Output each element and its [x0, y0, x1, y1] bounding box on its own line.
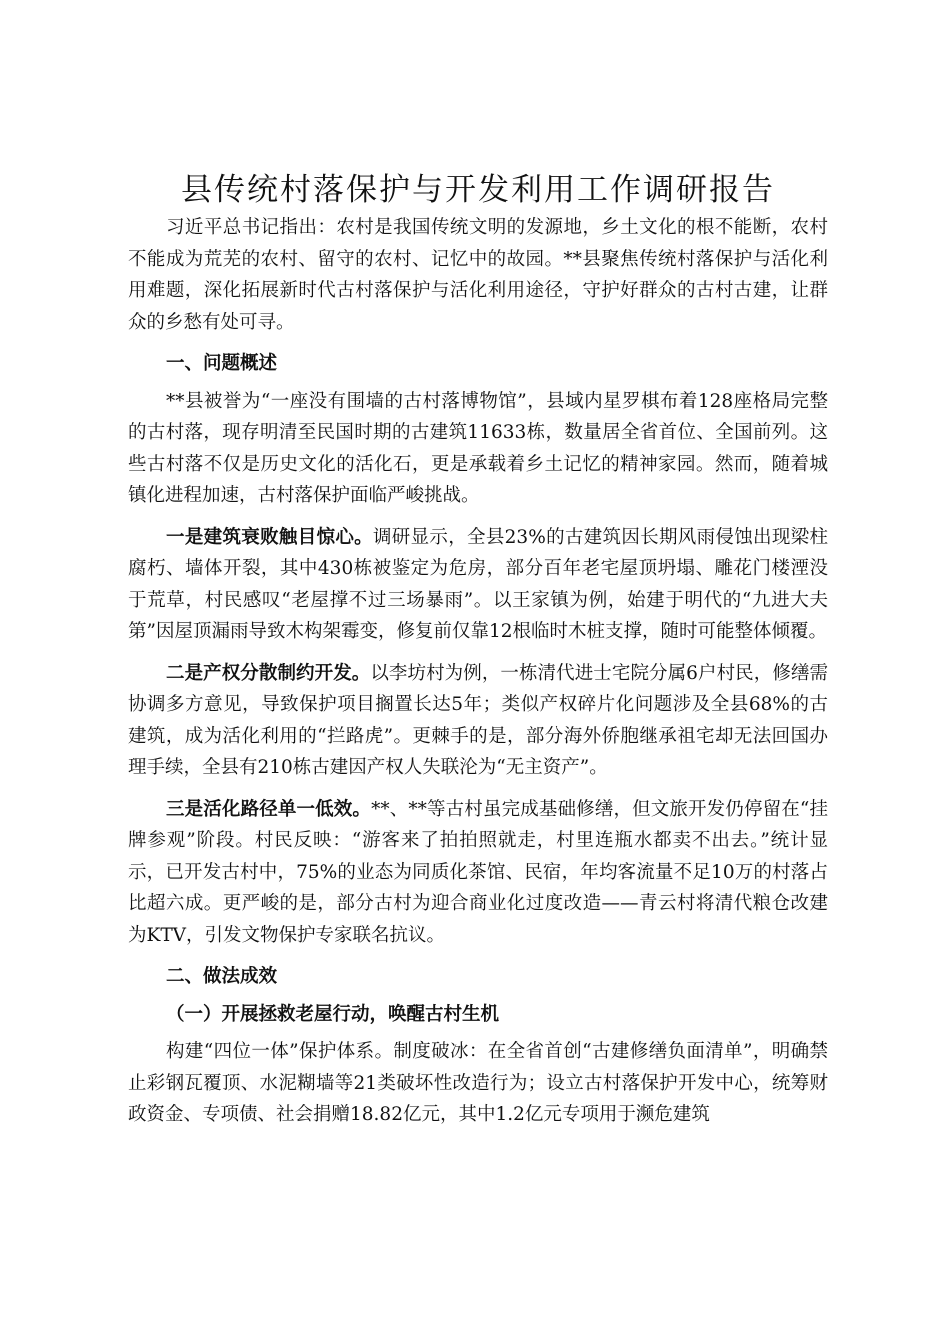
point-1-paragraph — [128, 522, 828, 648]
section-2-heading: 二、做法成效 — [166, 966, 278, 987]
intro-paragraph: 习近平总书记指出：农村是我国传统文明的发源地，乡土文化的根不能断，农村不能成为荒芜的农村、留守的农村、记忆中的故园。**县聚焦传统村落保护与活化利用难题，深化拓展新时代古村落保护与活化利用途径，守护好群众的古村古建，让群众的乡愁有处可寻。 — [128, 217, 828, 333]
document-page — [128, 168, 828, 1131]
point-1-lead: 一是建筑衰败触目惊心。 — [166, 526, 373, 548]
document-title: 县传统村落保护与开发利用工作调研报告 — [181, 172, 775, 208]
subsection-1-heading: （一）开展拯救老屋行动，唤醒古村生机 — [166, 1003, 500, 1025]
point-2-text: 以李坊村为例，一栋清代进士宅院分属6户村民，修缮需协调多方意见，导致保护项目搁置长达5年；类似产权碎片化问题涉及全县68%的古建筑，成为活化利用的“拦路虎”。更棘手的是，部分海外侨胞继承祖宅却无法回国办理手续，全县有210栋古建因产权人失联沦为“无主资产”。 — [128, 662, 828, 778]
point-3-text: **、**等古村虽完成基础修缮，但文旅开发仍停留在“挂牌参观”阶段。村民反映：“游客来了拍拍照就走，村里连瓶水都卖不出去。”统计显示，已开发古村中，75%的业态为同质化茶馆、民宿，年均客流量不足10万的村落占比超六成。更严峻的是，部分古村为迎合商业化过度改造——青云村将清代粮仓改建为KTV，引发文物保护专家联名抗议。 — [128, 798, 828, 946]
point-1-text: 调研显示，全县23%的古建筑因长期风雨侵蚀出现梁柱腐朽、墙体开裂，其中430栋被鉴定为危房，部分百年老宅屋顶坍塌、雕花门楼湮没于荒草，村民感叹“老屋撑不过三场暴雨”。以王家镇为例，始建于明代的“九进大夫第”因屋顶漏雨导致木构架霉变，修复前仅靠12根临时木桩支撑，随时可能整体倾覆。 — [128, 526, 828, 642]
point-3-paragraph — [128, 794, 828, 952]
point-3-lead: 三是活化路径单一低效。 — [166, 798, 372, 820]
section-1-heading: 一、问题概述 — [166, 353, 278, 374]
point-2-lead: 二是产权分散制约开发。 — [166, 662, 371, 684]
subsection-1-paragraph: 构建“四位一体”保护体系。制度破冰：在全省首创“古建修缮负面清单”，明确禁止彩钢瓦覆顶、水泥糊墙等21类破坏性改造行为；设立古村落保护开发中心，统筹财政资金、专项债、社会捐赠18.82亿元，其中1.2亿元专项用于濒危建筑 — [128, 1041, 828, 1125]
overview-paragraph: **县被誉为“一座没有围墙的古村落博物馆”，县域内星罗棋布着128座格局完整的古村落，现存明清至民国时期的古建筑11633栋，数量居全省首位、全国前列。这些古村落不仅是历史文化的活化石，更是承载着乡土记忆的精神家园。然而，随着城镇化进程加速，古村落保护面临严峻挑战。 — [128, 390, 828, 506]
point-2-paragraph — [128, 658, 828, 784]
